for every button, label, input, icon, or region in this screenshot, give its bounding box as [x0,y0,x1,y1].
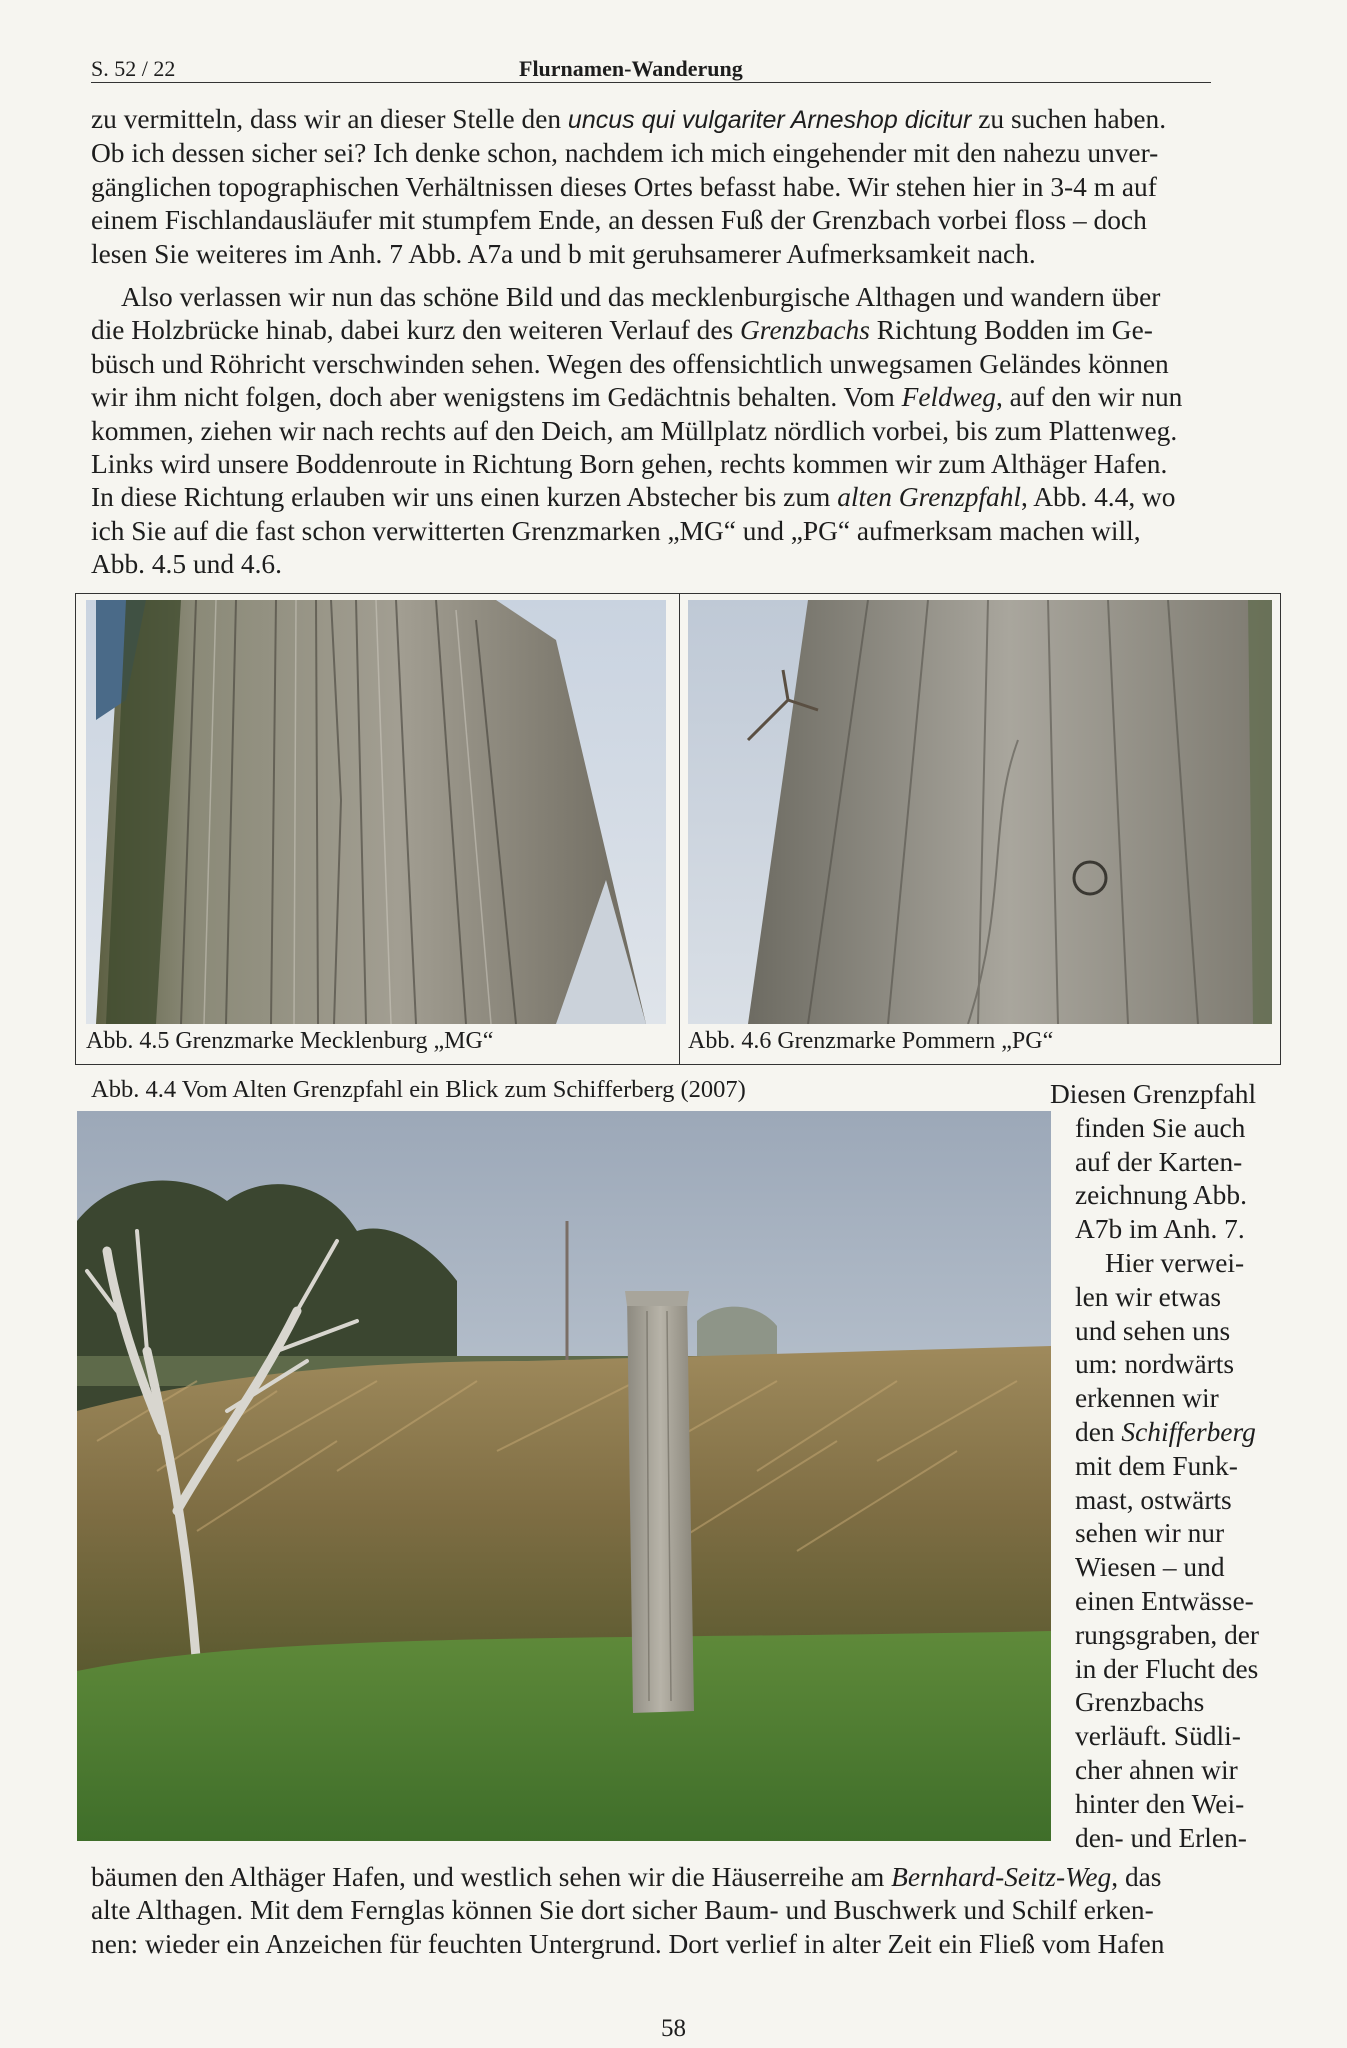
text-line: büsch und Röhricht verschwinden sehen. Wegen des offensichtlich unwegsamen Geländes können [91,348,1169,379]
photo-grenzmarke-pg [688,600,1272,1024]
text-line [91,314,1239,347]
page-number: 58 [661,2015,686,2042]
sidebar-text [1050,1078,1265,1855]
text-run: In diese Richtung erlauben wir uns einen kurzen Abstecher bis zum [91,482,838,513]
text-run: , das [1111,1862,1162,1892]
caption-fig-4-6: Abb. 4.6 Grenzmarke Pommern „PG“ [688,1028,1054,1054]
text-line: cher ahnen wir [1075,1754,1238,1785]
text-line: gänglichen topographischen Verhältnissen dieses Ortes befasst habe. Wir stehen hier in 3-4 m auf [91,171,1157,202]
header-title: Flurnamen-Wanderung [519,56,743,81]
text-run: den [1075,1416,1122,1447]
text-line: verläuft. Südli- [1075,1721,1241,1752]
text-line: Abb. 4.5 und 4.6. [91,549,282,580]
text-line [91,1861,1239,1894]
text-line: kommen, ziehen wir nach rechts auf den Deich, am Müllplatz nördlich vorbei, bis zum Plattenweg. [91,415,1178,446]
text-line: A7b im Anh. 7. [1075,1214,1245,1245]
intro-paragraph [91,103,1239,271]
place-name: Feldweg [901,382,996,413]
text-line: Also verlassen wir nun das schöne Bild und das mecklenburgische Althagen und wandern über [121,282,1161,312]
place-name: Grenzbachs [740,315,870,346]
text-run: wir ihm nicht folgen, doch aber wenigstens im Gedächtnis behalten. Vom [91,382,902,413]
page-reference: S. 52 / 22 [91,56,176,81]
text-line: auf der Karten- [1075,1146,1243,1177]
text-line: mit dem Funk- [1075,1450,1238,1481]
figure-box-grenzmarken [75,593,1281,1065]
text-line: len wir etwas [1075,1281,1222,1312]
text-line: einem Fischlandausläufer mit stumpfem Ende, an dessen Fuß der Grenzbach vorbei floss – doch [91,205,1147,236]
text-line: rungsgraben, der [1075,1619,1260,1650]
text-line: in der Flucht des [1075,1653,1259,1684]
text-run: bäumen den Althäger Hafen, und westlich sehen wir die Häuserreihe am [91,1862,892,1892]
text-run: , Abb. 4.4, wo [1021,482,1176,513]
text-line: erkennen wir [1075,1383,1219,1414]
text-line: Hier verwei- [1105,1247,1245,1278]
caption-fig-4-4: Abb. 4.4 Vom Alten Grenzpfahl ein Blick zum Schifferberg (2007) [91,1076,746,1103]
text-line [91,381,1239,414]
text-run: zu suchen haben. [971,104,1167,134]
text-line: Links wird unsere Boddenroute in Richtung Born gehen, rechts kommen wir zum Althäger Hafen. [91,449,1168,480]
main-paragraph [91,281,1239,582]
text-line: hinter den Wei- [1075,1788,1245,1819]
text-line: lesen Sie weiteres im Anh. 7 Abb. A7a und b mit geruhsamerer Aufmerksamkeit nach. [91,238,1036,269]
text-line [1050,1416,1265,1450]
text-line: alte Althagen. Mit dem Fernglas können Sie dort sicher Baum- und Buschwerk und Schilf erken- [91,1895,1154,1926]
text-line: finden Sie auch [1075,1112,1246,1143]
photo-schifferberg-view [77,1111,1051,1841]
text-line: nen: wieder ein Anzeichen für feuchten Untergrund. Dort verlief in alter Zeit ein Fließ vom Hafen [91,1928,1165,1959]
text-line: Diesen Grenzpfahl [1050,1079,1257,1109]
text-line: um: nordwärts [1075,1349,1234,1380]
text-line: zeichnung Abb. [1075,1180,1247,1211]
text-run: Richtung Bodden im Ge- [869,315,1153,346]
text-line: sehen wir nur [1075,1518,1225,1549]
text-run: , auf den wir nun [995,382,1183,413]
photo-grenzmarke-mg [86,600,666,1024]
running-header [91,52,1211,83]
place-name: Bernhard-Seitz-Weg [891,1862,1112,1892]
text-run: die Holzbrücke hinab, dabei kurz den weiteren Verlauf des [91,315,741,346]
figure-divider [679,594,680,1064]
place-name: Schifferberg [1121,1416,1256,1447]
text-line [91,103,1239,137]
text-line: Ob ich dessen sicher sei? Ich denke schon, nachdem ich mich eingehender mit den nahezu unver- [91,138,1159,169]
place-name: alten Grenzpfahl [837,482,1022,513]
text-line: einen Entwässe- [1075,1585,1254,1616]
text-line [91,481,1239,514]
text-line: und sehen uns [1075,1315,1231,1346]
latin-quote: uncus qui vulgariter Arneshop dicitur [567,106,972,134]
text-line: den- und Erlen- [1075,1822,1247,1853]
text-line: mast, ostwärts [1075,1484,1232,1515]
text-run: zu vermitteln, dass wir an dieser Stelle den [91,104,568,134]
text-line: Wiesen – und [1075,1552,1225,1583]
closing-paragraph [91,1861,1239,1961]
caption-fig-4-5: Abb. 4.5 Grenzmarke Mecklenburg „MG“ [86,1028,494,1054]
text-line: Grenzbachs [1075,1687,1205,1718]
text-line: ich Sie auf die fast schon verwitterten Grenzmarken „MG“ und „PG“ aufmerksam machen will, [91,515,1141,546]
